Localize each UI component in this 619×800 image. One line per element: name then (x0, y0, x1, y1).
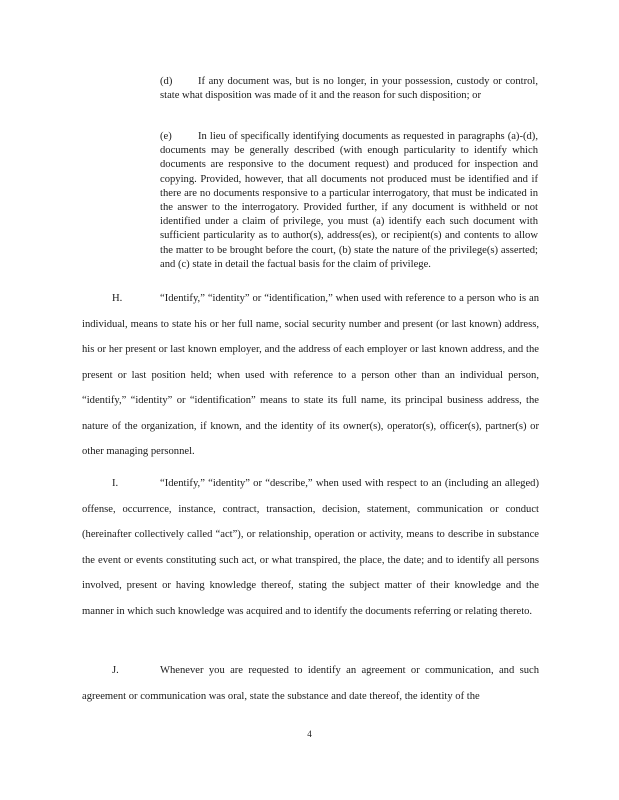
paragraph-i-label: I. (112, 478, 119, 489)
paragraph-d (160, 75, 538, 103)
paragraph-h-label: H. (112, 293, 123, 304)
paragraph-e-text: In lieu of specifically identifying documents as requested in paragraphs (a)-(d), documents may be generally described (with enough particularity to identify which documents are responsive to the document request) and produced for inspection and copying. Provided, however, that all documents not produced must be identified and if there are no documents responsive to a particular interrogatory, that must be indicated in the answer to the interrogatory. Provided further, if any document is withheld or not identified under a claim of privilege, you must (a) identify each such document with sufficient particularity as to author(s), address(es), or recipient(s) and contents to allow the matter to be brought before the court, (b) state the nature of the privilege(s) asserted; and (c) state in detail the factual basis for the claim of privilege. (160, 131, 538, 270)
paragraph-h-text: “Identify,” “identity” or “identification,” when used with reference to a person who is an individual, means to state his or her full name, social security number and present (or last known) address, his or her present or last known employer, and the address of each employer or last known address, and the present or last position held; when used with reference to a person other than an individual person, “identify,” “identity” or “identification” means to state its full name, its principal business address, the nature of the organization, if known, and the identity of its owner(s), operator(s), officer(s), partner(s) or other managing personnel. (82, 293, 539, 457)
page-number: 4 (307, 729, 312, 739)
paragraph-i-text: “Identify,” “identity” or “describe,” when used with respect to an (including an alleged) offense, occurrence, instance, contract, transaction, decision, statement, communication or conduct (hereinafter collectively called “act”), or relationship, operation or activity, means to describe in substance the event or events constituting such act, or what transpired, the place, the date; and to identify all persons involved, present or having knowledge thereof, stating the subject matter of their knowledge and the manner in which such knowledge was acquired and to identify the documents referring or relating thereto. (82, 478, 539, 617)
paragraph-d-label: (d) (160, 76, 173, 87)
paragraph-h (82, 286, 539, 465)
paragraph-d-text: If any document was, but is no longer, in your possession, custody or control, state what disposition was made of it and the reason for such disposition; or (160, 76, 538, 102)
paragraph-j (82, 658, 539, 709)
paragraph-i (82, 471, 539, 624)
paragraph-e (160, 130, 538, 272)
paragraph-j-label: J. (112, 665, 119, 676)
paragraph-e-label: (e) (160, 131, 172, 142)
paragraph-j-text: Whenever you are requested to identify an agreement or communication, and such agreement or communication was oral, state the substance and date thereof, the identity of the (82, 665, 539, 702)
